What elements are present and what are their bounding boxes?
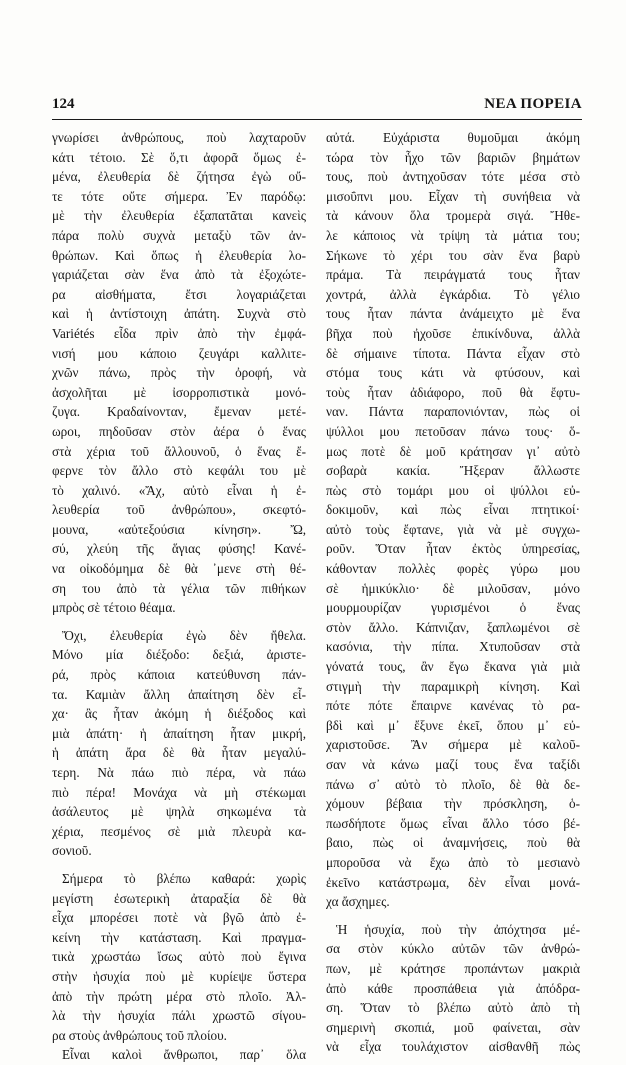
text-line: να οἰκοδόμημα δὲ θὰ ᾽μενε στὴ θέ- — [52, 561, 306, 577]
text-line: ψύλλοι μου πετοῦσαν πάνω τους· ὅ- — [326, 423, 580, 439]
text-line: γνωρίσει ἀνθρώπους, ποὺ λαχταροῦν — [52, 130, 306, 145]
text-line: τώρα τὸν ἦχο τῶν βαριῶν βημάτων — [326, 149, 580, 165]
text-line: τους ἦταν πάντα ἀνάμειχτο μὲ ἕνα — [326, 306, 580, 322]
text-line: ἀπὸ κάθε προσπάθεια γιὰ ἀπόδρα- — [326, 980, 580, 996]
text-line: Ὄχι, ἐλευθερία ἐγὼ δὲν ἤθελα. — [62, 627, 306, 643]
text-line: πότε πότε ἔπαιρνε κανένας τὸ ρα- — [326, 698, 580, 714]
text-line: Σήκωνε τὸ χέρι του σὰν ἕνα βαρὺ — [326, 247, 580, 263]
text-line: ἡ ἀπάτη ἄρα δὲ θὰ ἦταν μεγαλύ- — [52, 745, 306, 761]
text-line: χέρια, πεσμένος σὲ μιὰ πλευρὰ κα- — [52, 823, 306, 839]
text-line: εἶχα μπορέσει ποτὲ νὰ βγῶ ἀπὸ ἐ- — [52, 910, 306, 926]
text-line: μιὰ ἀπάτη· ἡ ἀπαίτηση ἦταν μικρή, — [52, 725, 306, 741]
right-column — [326, 128, 580, 1057]
text-line: στὴν ἡσυχία ποὺ μὲ κυρίεψε ὕστερα — [52, 968, 306, 984]
text-line: φερνε τὸν ἄλλο στὸ κεφάλι του μὲ — [52, 463, 306, 479]
text-line: πάρα πολὺ συχνὰ μεταξὺ τῶν ἀν- — [52, 227, 306, 243]
running-header — [52, 96, 582, 118]
text-line: λὰ τὴν ἡσυχία πάλι χρωστῶ σίγου- — [52, 1008, 306, 1024]
text-line: Εἶναι καλοὶ ἄνθρωποι, παρ᾽ ὅλα — [62, 1047, 306, 1063]
text-line: τοὺς ἦταν ἀδιάφορο, ποῦ θὰ ἔφτυ- — [326, 384, 580, 400]
text-line: στιγμὴ τὴν παραμικρὴ κίνηση. Καὶ — [326, 678, 580, 694]
text-line: μουνα, «αὐτεξούσια κίνηση». Ὤ, — [52, 521, 306, 537]
text-line: Ἡ ἡσυχία, ποὺ τὴν ἀπόχτησα μέ- — [336, 921, 580, 937]
text-line: λε κάποιος νὰ τρίψη τὰ μάτια του; — [326, 227, 580, 243]
text-line: λευθερία τοῦ ἀνθρώπου», σκεφτό- — [52, 502, 306, 518]
text-line: πωσδήποτε ὅμως εἶναι ἄλλο τόσο βέ- — [326, 815, 580, 831]
text-line: Μόνο μία διέξοδο: δεξιά, ἀριστε- — [52, 647, 306, 663]
left-column — [52, 128, 306, 1065]
text-line: γαριάζεται σὰν ἕνα ἀπὸ τὰ ἐξοχώτε- — [52, 267, 306, 283]
text-line: κείνη τὴν κατάσταση. Καὶ πραγμα- — [52, 929, 306, 945]
text-line: ρά, πρὸς κάποια κατεύθυνση πάν- — [52, 667, 306, 683]
text-line: στὰ χέρια τοῦ ἄλλουνοῦ, ὁ ἕνας ἔ- — [52, 443, 306, 459]
text-line: ἀσχολῆται μὲ ἰσορροπιστικὰ μονό- — [52, 384, 306, 400]
text-line: ἀπὸ τὴν πρώτη μέρα στὸ πλοῖο. Ἀλ- — [52, 988, 306, 1004]
text-line: στὸν ἄλλο. Κάπνιζαν, ξαπλωμένοι σὲ — [326, 619, 580, 635]
paragraph-gap — [52, 618, 306, 626]
text-line: χα· ἂς ἦταν ἀκόμη ἡ διέξοδος καὶ — [52, 706, 306, 722]
text-line: καὶ ἡ ἀντίστοιχη ἀπάτη. Συχνὰ στὸ — [52, 306, 306, 322]
text-line: μεγίστη ἐσωτερικὴ ἀταραξία δὲ θὰ — [52, 890, 306, 906]
text-line: ροῦν. Ὅταν ἦταν ἐκτὸς ὑπηρεσίας, — [326, 541, 580, 557]
text-line: σονιοῦ. — [52, 843, 92, 859]
header-rule — [52, 119, 582, 120]
text-line: νισή μου κάποιο ζευγάρι καλλιτε- — [52, 345, 306, 361]
text-line: βαιο, πὼς οἱ ἀναμνήσεις, ποὺ θὰ — [326, 835, 580, 851]
text-line: τὸ χαλινό. «Ἄχ, αὐτὸ εἶναι ἡ ἐ- — [52, 482, 306, 498]
text-line: ση του ἀπὸ τὰ γέλια τῶν πιθήκων — [52, 580, 306, 596]
page-number: 124 — [52, 96, 75, 112]
text-line: ζυγα. Κραδαίνονταν, ἔμεναν μετέ- — [52, 404, 306, 420]
text-line: στόμα τους κάτι νὰ φτύσουν, καὶ — [326, 365, 580, 381]
text-line: τὰ κάνουν ὅλα τρομερὰ σιγά. Ἤθε- — [326, 208, 580, 224]
text-line: σὲ ἡμικύκλιο· δὲ μιλοῦσαν, μόνο — [326, 580, 580, 596]
text-line: μένα, ἐλευθερία δὲ ζήτησα ἐγὼ οὔ- — [52, 169, 306, 185]
text-line: σα στὸν κύκλο αὐτῶν τῶν ἀνθρώ- — [326, 941, 580, 957]
text-line: πιὸ πέρα! Μονάχα νὰ μὴ στέκωμαι — [52, 784, 306, 800]
journal-title: ΝΕΑ ΠΟΡΕΙΑ — [484, 96, 582, 112]
text-line: τικὰ χρωστάω ἴσως αὐτὸ ποὺ ἔγινα — [52, 949, 306, 965]
text-line: κάθονταν πολλὲς φορὲς γύρω μου — [326, 561, 580, 577]
text-line: ρα στοὺς ἀνθρώπους τοῦ πλοίου. — [52, 1027, 227, 1043]
text-line: τερη. Νὰ πάω πιὸ πέρα, νὰ πάω — [52, 765, 306, 780]
text-line: θρώπων. Καὶ ὅπως ἡ ἐλευθερία λο- — [52, 247, 306, 263]
text-line: σαν νὰ κάνω μαζί τους ἕνα ταξίδι — [326, 757, 580, 772]
text-line: τε τότε οὔτε σήμερα. Ἐν παρόδῳ: — [52, 188, 306, 204]
paragraph-gap — [52, 861, 306, 869]
text-line: ση. Ὅταν τὸ βλέπω αὐτὸ ἀπὸ τὴ — [326, 1000, 580, 1016]
text-line: τους, ποὺ ἀντηχοῦσαν τότε μέσα στὸ — [326, 169, 580, 185]
text-line: πράμα. Τὰ πειράγματά τους ἦταν — [326, 267, 580, 283]
text-line: πων, μὲ κράτησε προπάντων μακριὰ — [326, 960, 580, 976]
text-line: Variétés εἶδα πρὶν ἀπὸ τὴν ἐμφά- — [52, 325, 306, 341]
text-line: τα. Καμιὰν ἄλλη ἀπαίτηση δὲν εἶ- — [52, 686, 306, 702]
text-line: βῆχα ποὺ ἠχοῦσε ἐπικίνδυνα, ἀλλὰ — [326, 325, 580, 341]
text-line: μποροῦσα νὰ ἔχω ἀπὸ τὸ μεσιανὸ — [326, 854, 580, 870]
text-line: πὼς στὸ τομάρι μου οἱ ψύλλοι εὐ- — [326, 482, 580, 498]
text-line: δοκιμοῦν, καὶ πὼς εἶναι πτητικοί· — [326, 502, 580, 518]
text-line: σημερινὴ σκοπιά, μοῦ φαίνεται, σὰν — [326, 1019, 580, 1035]
paragraph-gap — [326, 912, 580, 920]
text-line: κάτι τέτοιο. Σὲ ὅ,τι ἀφορᾶ ὅμως ἐ- — [52, 149, 306, 165]
text-line: ἐκεῖνο κατάστρωμα, δὲν εἶναι μονά- — [326, 874, 580, 890]
text-line: χνῶν πάνω, πρὸς τὴν ὀροφή, νὰ — [52, 365, 306, 381]
text-line: κασόνια, τὴν πίπα. Χτυποῦσαν στὰ — [326, 639, 580, 655]
text-line: μπρὸς σὲ τέτοιο θέαμα. — [52, 600, 176, 616]
text-line: νὰ εἶχα τουλάχιστον αἰσθανθῆ πὼς — [326, 1039, 580, 1055]
text-line: αὐτὸ τοὺς ἔφτανε, γιὰ νὰ μὲ συγχω- — [326, 521, 580, 537]
text-line: μισοΰπνι μου. Εἶχαν τὴ συνήθεια νὰ — [326, 188, 580, 204]
text-line: μως ποτὲ δὲ μοῦ κράτησαν γι᾽ αὐτὸ — [326, 443, 580, 459]
text-line: μουρμουρίζαν γυρισμένοι ὁ ἕνας — [326, 600, 580, 616]
text-line: χοντρά, ἀλλὰ ἐγκάρδια. Τὸ γέλιο — [326, 286, 580, 302]
text-line: ναν. Πάντα παραπονιόνταν, πὼς οἱ — [326, 404, 580, 420]
text-line: χα ἄσχημες. — [326, 894, 390, 910]
text-line: αὐτά. Εὐχάριστα θυμοῦμαι ἀκόμη — [326, 130, 580, 145]
text-line: βδὶ καὶ μ᾽ ἔξυνε ἐκεῖ, ὅπου μ᾽ εὐ- — [326, 717, 580, 733]
text-line: γόνατά τους, ἂν ἔγω ἔκανα γιὰ μιὰ — [326, 659, 580, 675]
text-line: μὲ τὴν ἐλευθερία ἐξαπατᾶται κανεὶς — [52, 208, 306, 224]
text-line: χόμουν βέβαια τὴν πρόσκληση, ὁ- — [326, 796, 580, 812]
text-line: ἀσάλευτος μὲ ψηλὰ σηκωμένα τὰ — [52, 804, 306, 820]
text-line: δὲ σήμαινε τίποτα. Πάντα εἶχαν στὸ — [326, 345, 580, 361]
text-line: χαριστοῦσε. Ἂν σήμερα μὲ καλοῦ- — [326, 737, 580, 753]
text-line: ωροι, πηδοῦσαν στὸν ἀέρα ὁ ἕνας — [52, 423, 306, 439]
text-line: πάνω σ᾽ αὐτὸ τὸ πλοῖο, δὲ θὰ δε- — [326, 776, 580, 792]
text-line: σύ, χλεύη τῆς ἅγιας φύσης! Κανέ- — [52, 541, 306, 557]
text-line: Σήμερα τὸ βλέπω καθαρά: χωρὶς — [62, 870, 306, 886]
text-line: σοβαρὰ κακία. Ἤξεραν ἄλλωστε — [326, 463, 580, 479]
text-line: ρα αἰσθήματα, ἔτσι λογαριάζεται — [52, 286, 306, 302]
